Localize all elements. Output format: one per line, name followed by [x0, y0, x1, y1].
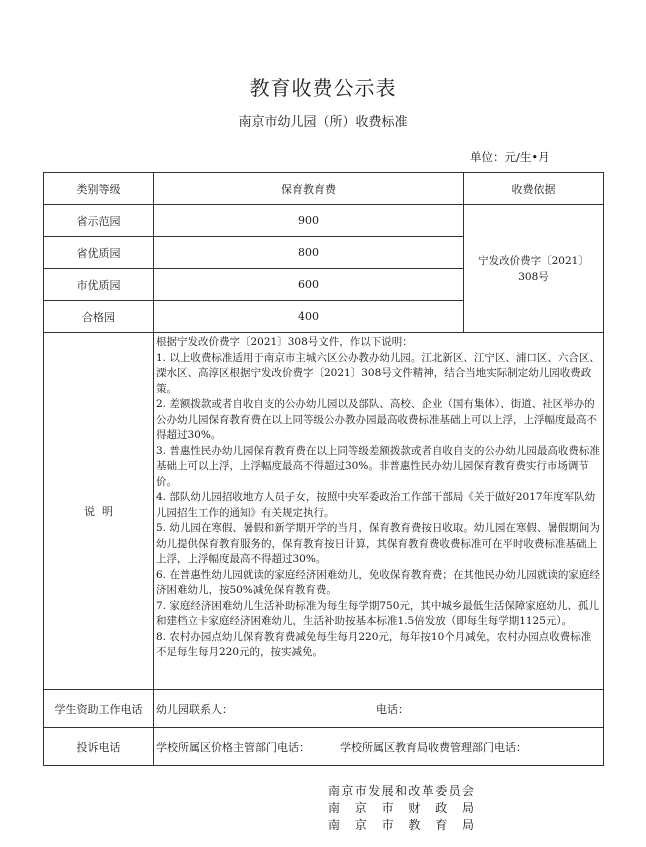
aid-row [44, 690, 604, 728]
signature-block [328, 783, 474, 834]
notes-label: 说 明 [44, 333, 154, 690]
basis-line: 宁发改价费字〔2021〕 [478, 254, 589, 267]
notes-item: 4. 部队幼儿园招收地方人员子女，按照中央军委政治工作部干部局《关于做好2017年度军队幼儿园招生工作的通知》有关规定执行。 [156, 491, 596, 519]
category-cell: 省优质园 [44, 237, 154, 269]
notes-row [44, 333, 604, 690]
page-title: 教育收费公示表 [249, 76, 397, 100]
complaint-edu-dept: 学校所属区教育局收费管理部门电话： [340, 740, 527, 754]
unit-label: 单位：元/生•月 [470, 150, 550, 164]
notes-item: 8. 农村办园点幼儿保育教育费减免每生每月220元，每年按10个月减免，农村办园点收费标准不足每生每月220元的，按实减免。 [156, 630, 592, 658]
header-fee: 保育教育费 [154, 173, 464, 205]
complaint-row [44, 728, 604, 766]
notes-item: 1. 以上收费标准适用于南京市主城六区公办教办幼儿园。江北新区、江宁区、浦口区、六合区、溧水区、高淳区根据宁发改价费字〔2021〕308号文件精神，结合当地实际制定幼儿园收费政策。 [156, 351, 600, 395]
complaint-price-dept: 学校所属区价格主管部门电话： [156, 740, 310, 754]
aid-content [154, 690, 604, 728]
basis-line: 308号 [518, 270, 549, 283]
fee-cell: 800 [154, 237, 464, 269]
header-basis: 收费依据 [464, 173, 604, 205]
basis-cell [464, 205, 604, 333]
fee-cell: 900 [154, 205, 464, 237]
fee-table [43, 172, 604, 766]
page-subtitle: 南京市幼儿园（所）收费标准 [238, 115, 408, 130]
notes-item: 5. 幼儿园在寒假、暑假和新学期开学的当月，保育教育费按日收取。幼儿园在寒假、暑假期间为幼儿提供保育教育服务的，保育教育按日计算，其保育教育费收费标准可在平时收费标准基础上上浮，上浮幅度最高不得超过30%。 [156, 522, 600, 565]
signature-education: 南京市教育局 [328, 818, 474, 832]
notes-item: 6. 在普惠性幼儿园就读的家庭经济困难幼儿，免收保育教育费；在其他民办幼儿园就读的家庭经济困难幼儿，按50%减免保育教育费。 [156, 568, 600, 596]
notes-cell [154, 333, 604, 690]
category-cell: 市优质园 [44, 269, 154, 301]
aid-contact: 幼儿园联系人： [156, 702, 233, 716]
aid-label: 学生资助工作电话 [44, 690, 154, 728]
signature-ndrc: 南京市发展和改革委员会 [328, 784, 474, 798]
aid-phone: 电话： [376, 702, 409, 716]
header-category: 类别等级 [44, 173, 154, 205]
notes-item: 7. 家庭经济困难幼儿生活补助标准为每生每学期750元，其中城乡最低生活保障家庭幼儿、孤儿和建档立卡家庭经济困难幼儿，生活补助按基本标准1.5倍发放（即每生每学期1125元）。 [156, 599, 599, 627]
signature-finance: 南京市财政局 [328, 801, 474, 815]
category-cell: 省示范园 [44, 205, 154, 237]
complaint-content [154, 728, 604, 766]
fee-cell: 600 [154, 269, 464, 301]
table-row [44, 205, 604, 237]
table-header-row [44, 173, 604, 205]
notes-item: 2. 差额拨款或者自收自支的公办幼儿园以及部队、高校、企业（国有集体）、街道、社区举办的公办幼儿园保育教育费在以上同等级公办教办园最高收费标准基础上可以上浮，上浮幅度最高不得超过30%。 [156, 398, 597, 441]
fee-cell: 400 [154, 301, 464, 333]
category-cell: 合格园 [44, 301, 154, 333]
notes-item: 3. 普惠性民办幼儿园保育教育费在以上同等级差额拨款或者自收自支的公办幼儿园最高收费标准基础上可以上浮，上浮幅度最高不得超过30%。非普惠性民办幼儿园保育教育费实行市场调节价。 [156, 444, 600, 488]
notes-intro: 根据宁发改价费字〔2021〕308号文件，作以下说明： [156, 336, 413, 348]
complaint-label: 投诉电话 [44, 728, 154, 766]
